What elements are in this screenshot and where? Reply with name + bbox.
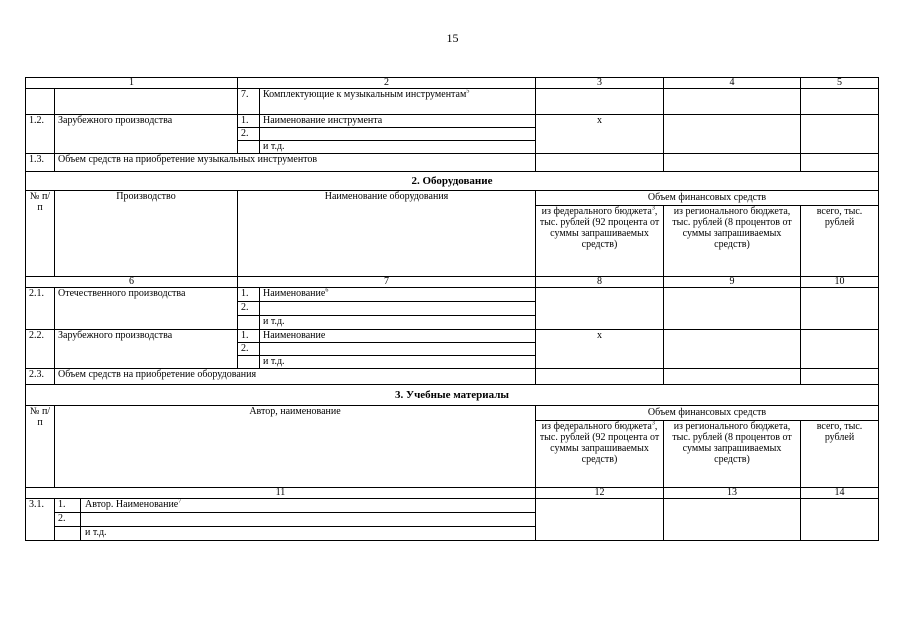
item-name: Автор. Наименование$^7$ xyxy=(85,498,182,510)
header-total: всего, тыс. рублей xyxy=(801,206,879,277)
column-number: 5 xyxy=(801,78,879,89)
table-row xyxy=(26,89,879,115)
header-author: Автор, наименование xyxy=(55,406,536,488)
header-regional: из регионального бюджета, тыс. рублей (8 процентов от суммы запрашиваемых средств) xyxy=(664,206,801,277)
footnote-ref: 3 xyxy=(651,205,655,212)
etc-text: и т.д. xyxy=(260,316,536,330)
column-number: 6 xyxy=(26,277,238,288)
header-funds: Объем финансовых средств xyxy=(536,406,879,421)
column-number: 7 xyxy=(238,277,536,288)
footnote-ref: 7 xyxy=(178,498,182,505)
item-name: Комплектующие к музыкальным инструментам$^5$ xyxy=(260,89,536,115)
footnote-ref: 5 xyxy=(466,88,470,95)
item-number: 1. xyxy=(238,115,260,128)
column-number: 12 xyxy=(536,488,664,499)
column-number: 14 xyxy=(801,488,879,499)
column-number: 4 xyxy=(664,78,801,89)
header-number: № п/п xyxy=(26,406,55,488)
column-number: 13 xyxy=(664,488,801,499)
item-name: Наименование инструмента xyxy=(260,115,536,128)
row-number: 3.1. xyxy=(26,499,55,541)
footnote-ref: 6 xyxy=(325,287,329,294)
item-number: 2. xyxy=(238,302,260,316)
header-number: № п/п xyxy=(26,191,55,277)
item-number: 1. xyxy=(238,330,260,343)
total-label: Объем средств на приобретение оборудования xyxy=(55,369,536,385)
section-title-row xyxy=(26,172,879,191)
row-number: 1.3. xyxy=(26,154,55,172)
table-row xyxy=(26,115,879,128)
column-number: 2 xyxy=(238,78,536,89)
column-number: 1 xyxy=(26,78,238,89)
funding-form-table xyxy=(25,77,879,541)
column-numbers-row xyxy=(26,277,879,288)
row-number: 2.3. xyxy=(26,369,55,385)
header-total: всего, тыс. рублей xyxy=(801,421,879,488)
header-funds: Объем финансовых средств xyxy=(536,191,879,206)
production-type: Зарубежного производства xyxy=(55,115,238,154)
row-number: 2.1. xyxy=(26,288,55,330)
header-regional: из регионального бюджета, тыс. рублей (8 процентов от суммы запрашиваемых средств) xyxy=(664,421,801,488)
page-number: 15 xyxy=(446,31,459,45)
item-number: 2. xyxy=(238,343,260,356)
not-applicable-mark: х xyxy=(536,115,664,154)
header-row xyxy=(26,191,879,206)
table-row xyxy=(26,154,879,172)
etc-text: и т.д. xyxy=(260,141,536,154)
row-number: 1.2. xyxy=(26,115,55,154)
column-number: 11 xyxy=(26,488,536,499)
item-name: Наименование$^6$ xyxy=(260,288,536,302)
column-number: 3 xyxy=(536,78,664,89)
item-number: 7. xyxy=(238,89,260,115)
row-number: 2.2. xyxy=(26,330,55,369)
item-number: 2. xyxy=(55,513,81,526)
production-type: Отечественного производства xyxy=(55,288,238,330)
table-row xyxy=(26,288,879,302)
header-equipment-name: Наименование оборудования xyxy=(238,191,536,277)
column-number: 10 xyxy=(801,277,879,288)
production-type: Зарубежного производства xyxy=(55,330,238,369)
column-number: 9 xyxy=(664,277,801,288)
column-numbers-row xyxy=(26,78,879,89)
item-number: 2. xyxy=(238,128,260,141)
etc-text: и т.д. xyxy=(85,527,107,538)
column-numbers-row xyxy=(26,488,879,499)
item-name: Наименование xyxy=(260,330,536,343)
item-number: 1. xyxy=(238,288,260,302)
header-federal: из федерального бюджета$^3$, тыс. рублей (92 процента от суммы запрашиваемых средств) xyxy=(536,421,664,488)
header-federal: из федерального бюджета$^3$, тыс. рублей (92 процента от суммы запрашиваемых средств) xyxy=(536,206,664,277)
section-title: 2. Оборудование xyxy=(26,172,879,191)
table-row xyxy=(26,330,879,343)
not-applicable-mark: х xyxy=(536,330,664,369)
section-title-row xyxy=(26,385,879,406)
header-production: Производство xyxy=(55,191,238,277)
etc-text: и т.д. xyxy=(260,356,536,369)
column-number: 8 xyxy=(536,277,664,288)
table-row xyxy=(26,499,879,513)
item-number: 1. xyxy=(55,499,81,512)
header-row xyxy=(26,406,879,421)
footnote-ref: 3 xyxy=(651,420,655,427)
table-row xyxy=(26,369,879,385)
total-label: Объем средств на приобретение музыкальных инструментов xyxy=(55,154,536,172)
section-title: 3. Учебные материалы xyxy=(26,385,879,406)
